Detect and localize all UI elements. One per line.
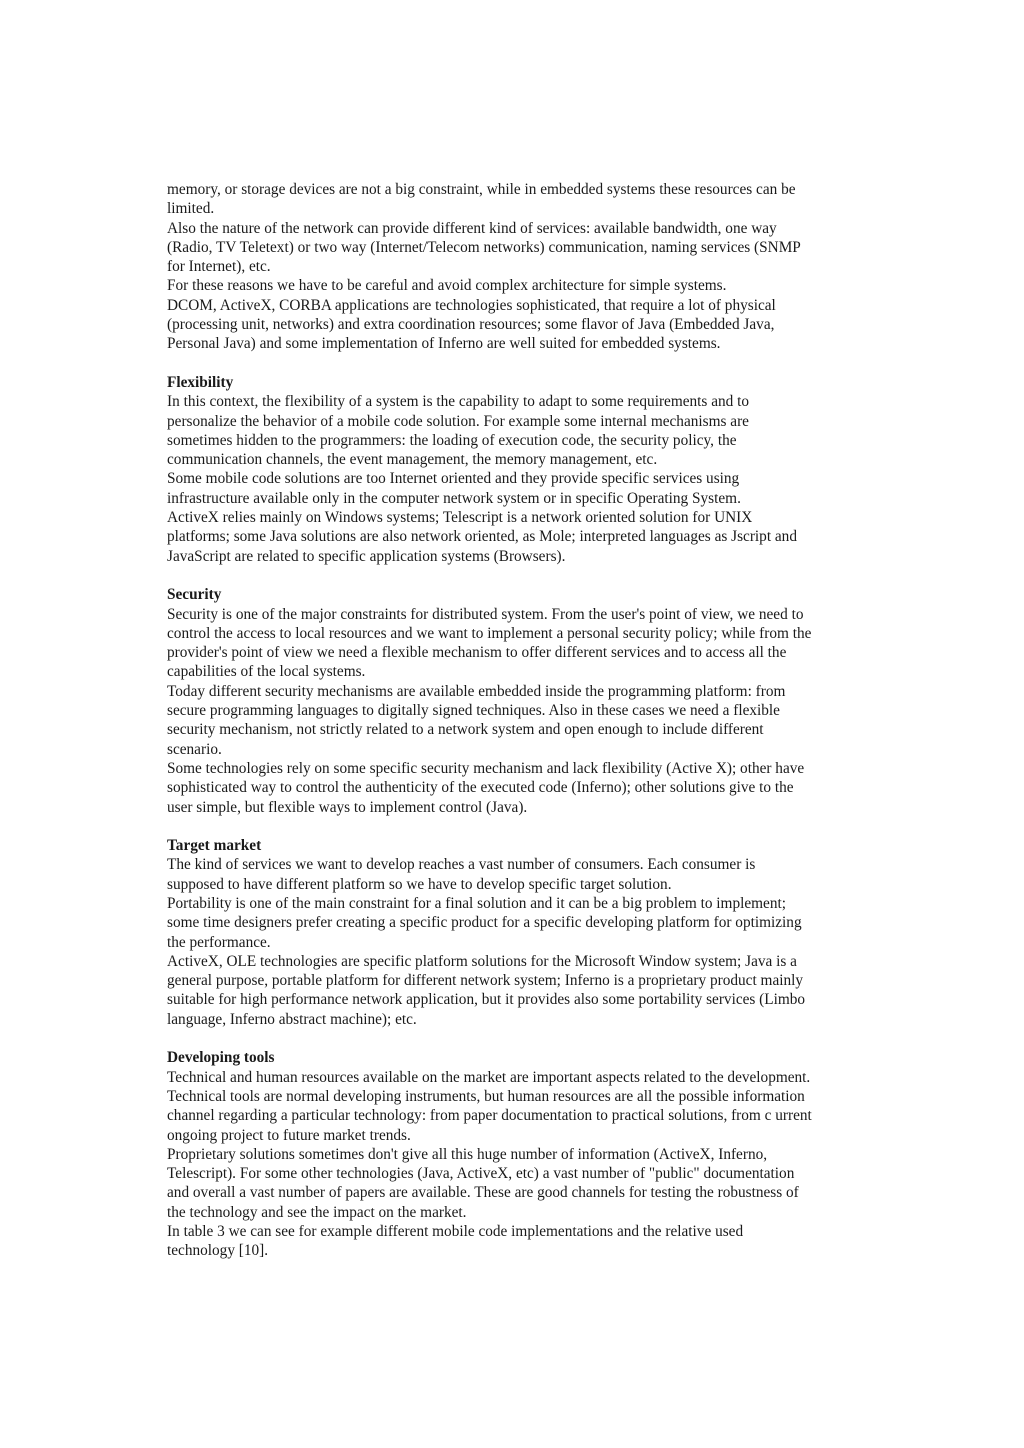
paragraph-gap	[167, 817, 879, 836]
text-line: Today different security mechanisms are available embedded inside the programming platform: from	[167, 682, 786, 700]
text-line: Telescript). For some other technologies (Java, ActiveX, etc) a vast number of "public" documentation	[167, 1165, 795, 1183]
text-line: and overall a vast number of papers are available. These are good channels for testing the robustness of	[167, 1184, 799, 1202]
text-line: channel regarding a particular technology: from paper documentation to practical solutions, from c urrent	[167, 1107, 812, 1125]
text-line: Security is one of the major constraints for distributed system. From the user's point of view, we need to	[167, 605, 804, 623]
text-line: the performance.	[167, 933, 271, 951]
text-line: DCOM, ActiveX, CORBA applications are technologies sophisticated, that require a lot of physical	[167, 296, 776, 314]
text-line: capabilities of the local systems.	[167, 663, 366, 681]
document-page	[167, 180, 879, 1261]
text-line: JavaScript are related to specific application systems (Browsers).	[167, 547, 566, 565]
text-line: Technical and human resources available on the market are important aspects related to the development.	[167, 1068, 811, 1086]
paragraph-gap	[167, 566, 879, 585]
paragraph-gap	[167, 1029, 879, 1048]
text-line: communication channels, the event management, the memory management, etc.	[167, 451, 658, 469]
text-line: personalize the behavior of a mobile code solution. For example some internal mechanisms are	[167, 412, 749, 430]
section-heading: Developing tools	[167, 1049, 275, 1067]
text-line: the technology and see the impact on the market.	[167, 1203, 467, 1221]
section-heading: Target market	[167, 837, 262, 855]
text-line: platforms; some Java solutions are also network oriented, as Mole; interpreted languages as Jscript and	[167, 528, 797, 546]
text-line: limited.	[167, 200, 215, 218]
section-flexibility	[167, 373, 879, 566]
text-line: control the access to local resources and we want to implement a personal security policy; while from the	[167, 624, 812, 642]
text-line: The kind of services we want to develop reaches a vast number of consumers. Each consumer is	[167, 856, 756, 874]
text-line: some time designers prefer creating a specific product for a specific developing platform for optimizing	[167, 914, 802, 932]
intro-paragraph	[167, 180, 879, 354]
text-line: Some technologies rely on some specific security mechanism and lack flexibility (Active X); other have	[167, 759, 805, 777]
text-line: memory, or storage devices are not a big constraint, while in embedded systems these resources can be	[167, 181, 796, 198]
text-line: Some mobile code solutions are too Internet oriented and they provide specific services using	[167, 470, 740, 488]
text-line: scenario.	[167, 740, 222, 758]
text-line: ongoing project to future market trends.	[167, 1126, 411, 1144]
text-line: Proprietary solutions sometimes don't give all this huge number of information (ActiveX, Inferno,	[167, 1145, 768, 1163]
text-line: suitable for high performance network application, but it provides also some portability services (Limbo	[167, 991, 806, 1009]
text-line: Technical tools are normal developing instruments, but human resources are all the possible information	[167, 1087, 805, 1105]
text-line: security mechanism, not strictly related to a network system and open enough to include different	[167, 721, 764, 739]
text-line: sometimes hidden to the programmers: the loading of execution code, the security policy, the	[167, 431, 737, 449]
text-line: for Internet), etc.	[167, 258, 271, 276]
text-line: For these reasons we have to be careful and avoid complex architecture for simple systems.	[167, 277, 727, 295]
text-line: supposed to have different platform so we have to develop specific target solution.	[167, 875, 672, 893]
text-line: ActiveX relies mainly on Windows systems; Telescript is a network oriented solution for UNIX	[167, 509, 753, 527]
text-line: infrastructure available only in the computer network system or in specific Operating System.	[167, 489, 741, 507]
text-line: language, Inferno abstract machine); etc.	[167, 1010, 417, 1028]
section-heading: Flexibility	[167, 373, 234, 391]
paragraph-gap	[167, 354, 879, 373]
text-line: general purpose, portable platform for different network system; Inferno is a proprietary product mainly	[167, 972, 804, 990]
text-line: (Radio, TV Teletext) or two way (Internet/Telecom networks) communication, naming services (SNMP	[167, 238, 801, 256]
text-line: In this context, the flexibility of a system is the capability to adapt to some requirements and to	[167, 393, 749, 411]
section-heading: Security	[167, 586, 222, 604]
text-line: In table 3 we can see for example different mobile code implementations and the relative used	[167, 1223, 744, 1241]
section-security	[167, 585, 879, 817]
text-line: (processing unit, networks) and extra coordination resources; some flavor of Java (Embedded Java,	[167, 316, 775, 334]
text-line: provider's point of view we need a flexible mechanism to offer different services and to access all the	[167, 644, 787, 662]
text-line: ActiveX, OLE technologies are specific platform solutions for the Microsoft Window system; Java is a	[167, 952, 797, 970]
text-line: Also the nature of the network can provide different kind of services: available bandwidth, one way	[167, 219, 777, 237]
section-target-market	[167, 836, 879, 1029]
text-line: sophisticated way to control the authenticity of the executed code (Inferno); other solutions give to the	[167, 779, 794, 797]
text-line: Portability is one of the main constraint for a final solution and it can be a big problem to implement;	[167, 894, 786, 912]
text-line: secure programming languages to digitally signed techniques. Also in these cases we need a flexible	[167, 702, 780, 720]
text-line: user simple, but flexible ways to implement control (Java).	[167, 798, 528, 816]
text-line: technology [10].	[167, 1242, 269, 1260]
section-developing-tools	[167, 1048, 879, 1260]
text-line: Personal Java) and some implementation of Inferno are well suited for embedded systems.	[167, 335, 721, 353]
